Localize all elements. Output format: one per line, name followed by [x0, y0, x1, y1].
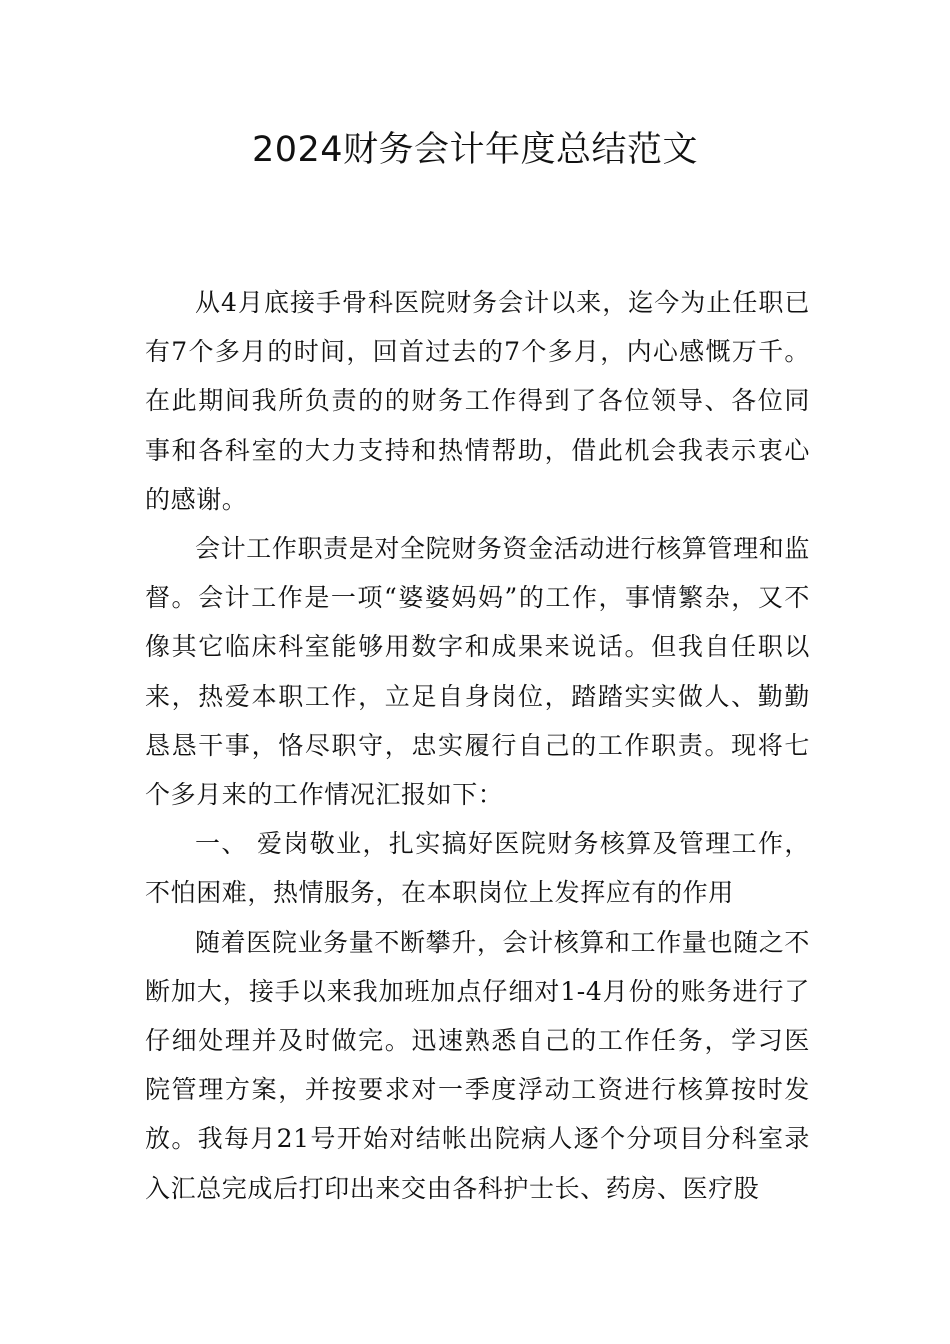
paragraph: 会计工作职责是对全院财务资金活动进行核算管理和监督。会计工作是一项“婆婆妈妈”的工作，事情繁杂，又不像其它临床科室能够用数字和成果来说话。但我自任职以来，热爱本职工作，立足自身岗位，踏踏实实做人、勤勤恳恳干事，恪尽职守，忠实履行自己的工作职责。现将七个多月来的工作情况汇报如下：	[145, 534, 810, 810]
document-title: 2024财务会计年度总结范文	[251, 130, 699, 170]
document-body	[145, 278, 810, 1213]
paragraph: 随着医院业务量不断攀升，会计核算和工作量也随之不断加大，接手以来我加班加点仔细对1-4月份的账务进行了仔细处理并及时做完。迅速熟悉自己的工作任务，学习医院管理方案，并按要求对一季度浮动工资进行核算按时发放。我每月21号开始对结帐出院病人逐个分项目分科室录入汇总完成后打印出来交由各科护士长、药房、医疗股	[145, 927, 810, 1203]
section-heading-1: 一、 爱岗敬业，扎实搞好医院财务核算及管理工作，不怕困难，热情服务，在本职岗位上发挥应有的作用	[145, 829, 810, 908]
paragraph: 从4月底接手骨科医院财务会计以来，迄今为止任职已有7个多月的时间，回首过去的7个多月，内心感慨万千。在此期间我所负责的的财务工作得到了各位领导、各位同事和各科室的大力支持和热情帮助，借此机会我表示衷心的感谢。	[145, 288, 810, 514]
